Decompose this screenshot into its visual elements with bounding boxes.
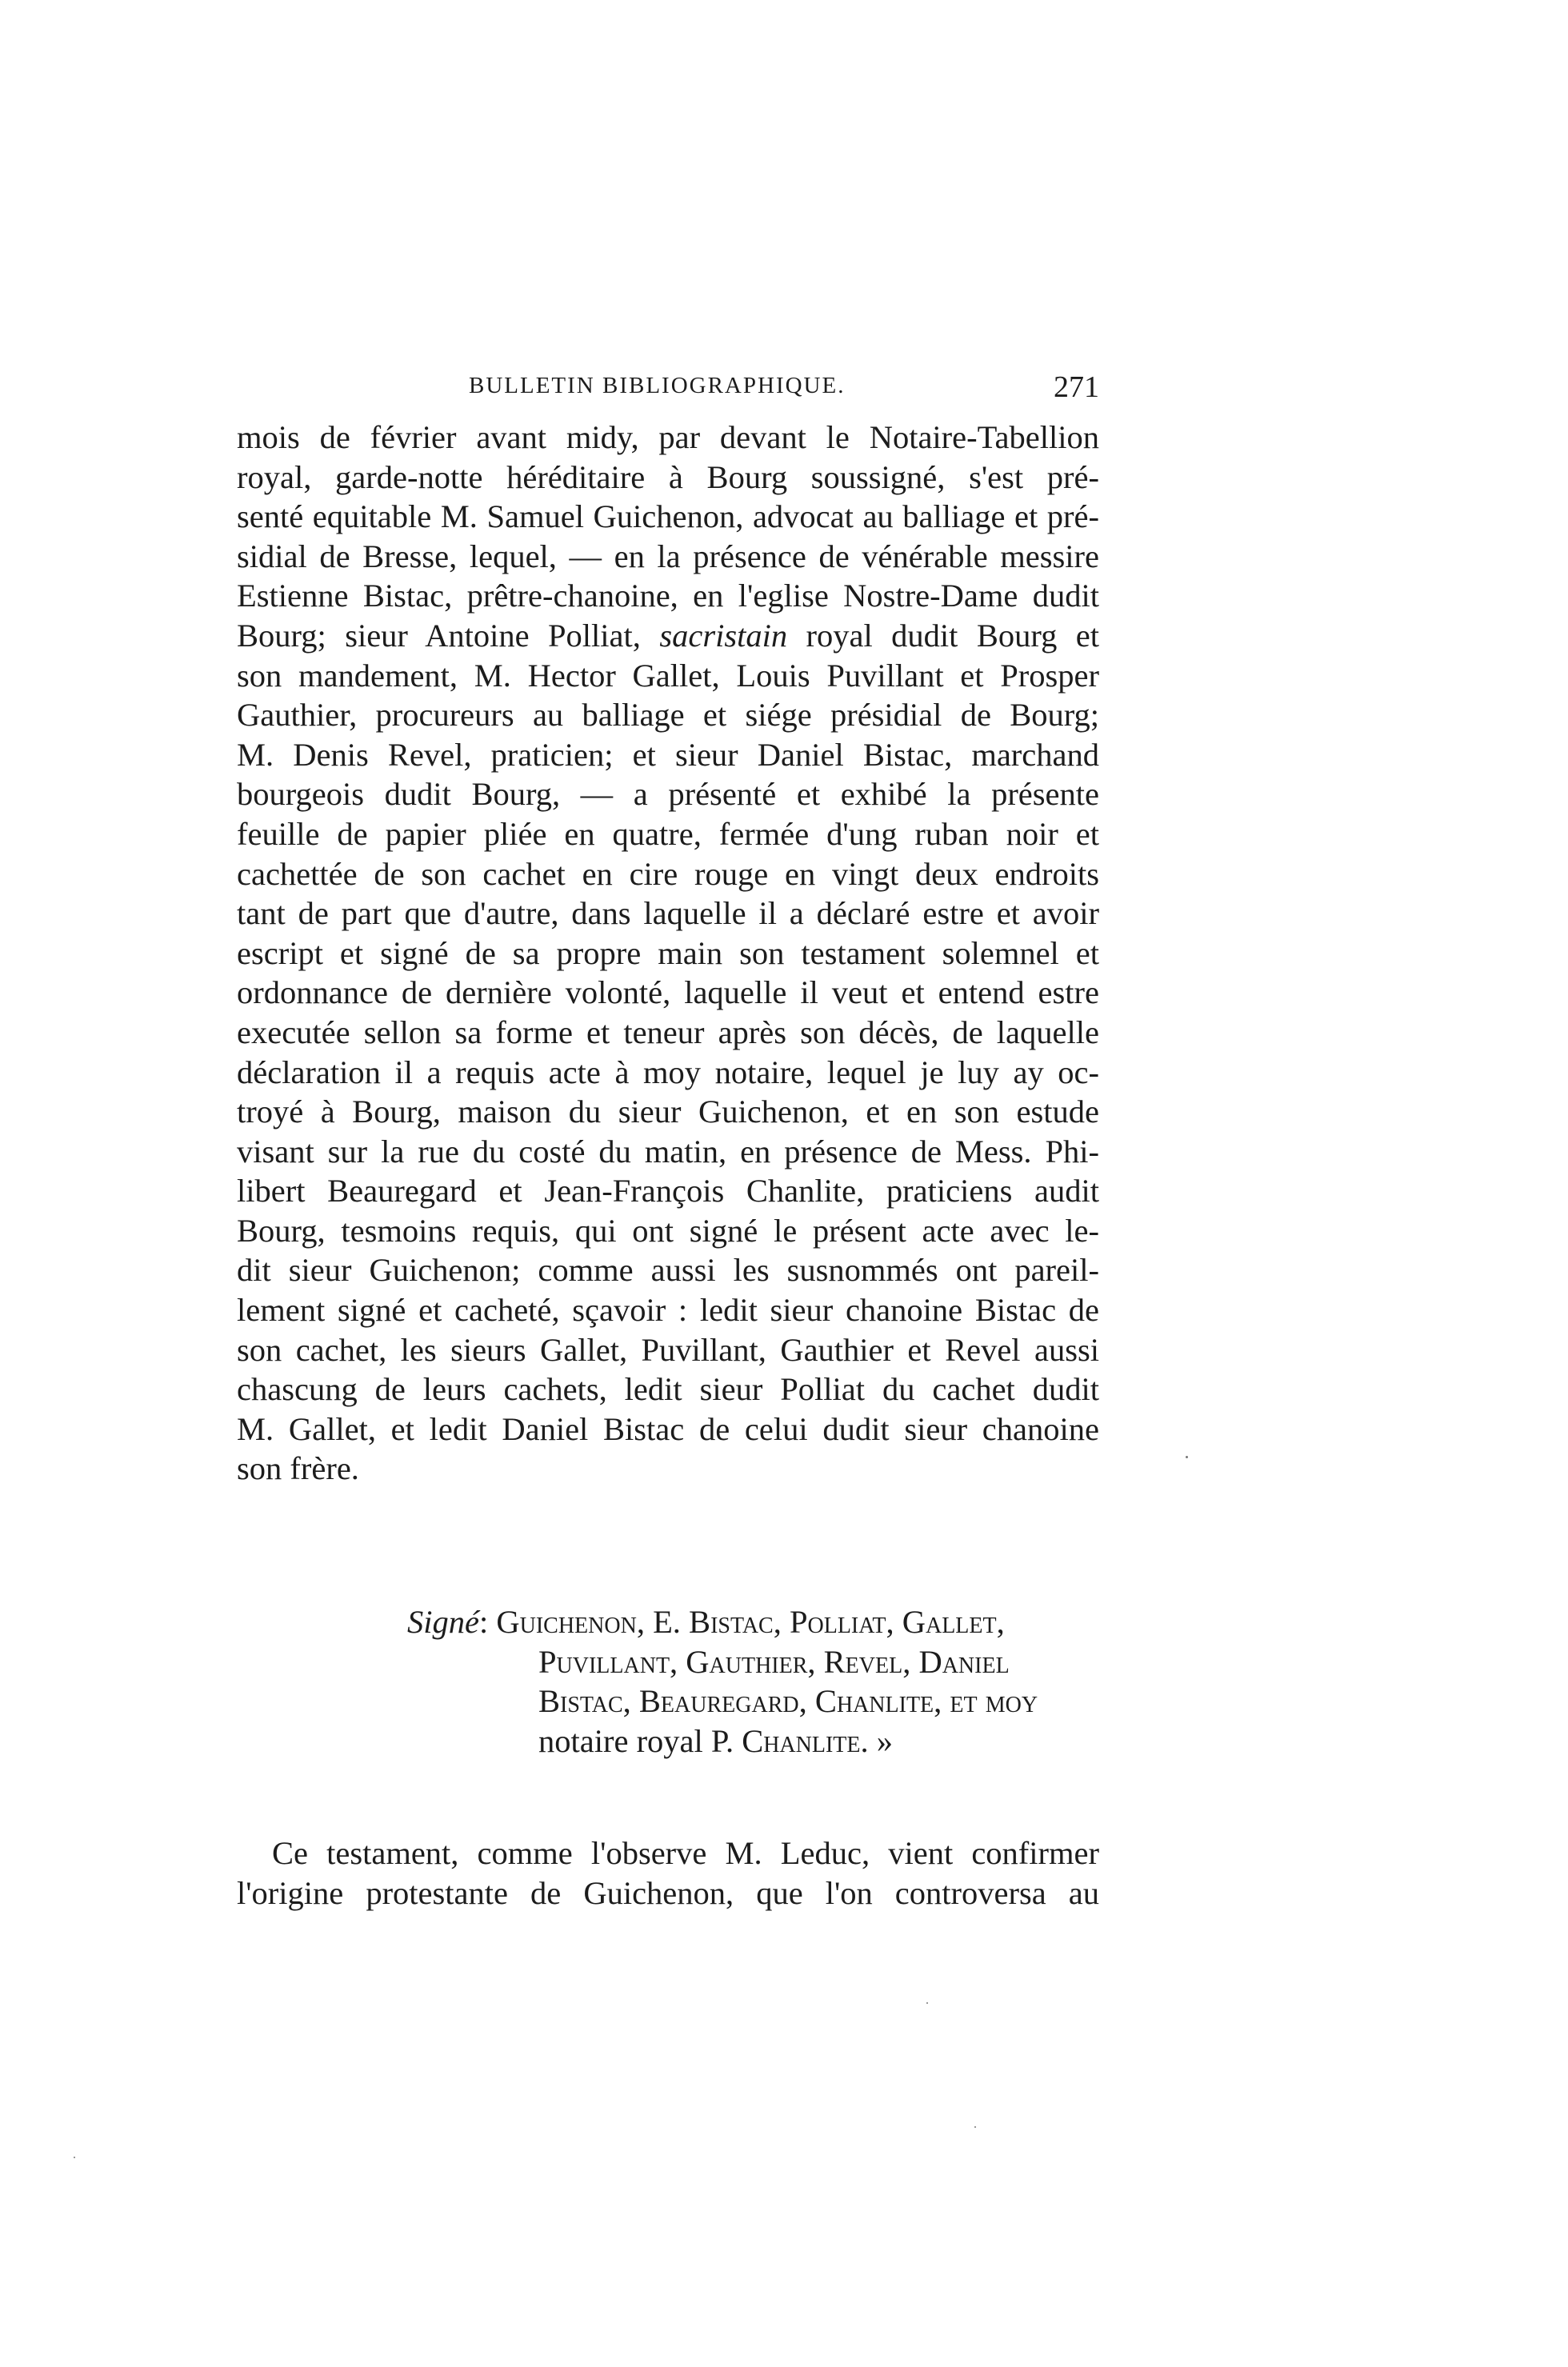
closing-paragraph <box>237 1833 1099 1913</box>
paper-speck <box>1186 1456 1188 1458</box>
signatory-name: Chanlite. <box>742 1722 869 1759</box>
signature-block <box>407 1602 1111 1761</box>
text-line: troyé à Bourg, maison du sieur Guichenon, et en son estude <box>237 1094 1099 1130</box>
italic-word: sacristain <box>659 617 788 654</box>
text-line: bourgeois dudit Bourg, — a présenté et exhibé la présente <box>237 776 1099 813</box>
text-line: visant sur la rue du costé du matin, en présence de Mess. Phi- <box>237 1133 1099 1170</box>
paper-speck <box>974 2126 976 2128</box>
text-line: Ce testament, comme l'observe M. Leduc, vient confirmer <box>272 1835 1099 1871</box>
text-line: chascung de leurs cachets, ledit sieur Polliat du cachet dudit <box>237 1371 1099 1408</box>
signe-label: Signé <box>407 1604 479 1640</box>
text-line: déclaration il a requis acte à moy notaire, lequel je luy ay oc- <box>237 1054 1099 1090</box>
text-line: tant de part que d'autre, dans laquelle il a déclaré estre et avoir <box>237 895 1099 932</box>
text-fragment: royal dudit Bourg et <box>787 617 1100 654</box>
page-number: 271 <box>1054 370 1099 404</box>
text-fragment: » <box>868 1722 894 1759</box>
text-line: feuille de papier pliée en quatre, fermée d'ung ruban noir et <box>237 815 1099 852</box>
running-title: BULLETIN BIBLIOGRAPHIQUE. <box>469 373 846 398</box>
text-line: Estienne Bistac, prêtre-chanoine, en l'eglise Nostre-Dame dudit <box>237 578 1099 614</box>
text-line: son mandement, M. Hector Gallet, Louis Puvillant et Prosper <box>237 657 1099 694</box>
text-line: dit sieur Guichenon; comme aussi les susnommés ont pareil- <box>237 1252 1099 1289</box>
text-line-with-italic <box>237 616 1099 656</box>
text-fragment: notaire royal P. <box>538 1722 742 1759</box>
running-head <box>237 370 1099 413</box>
signatories: : Guichenon, E. Bistac, Polliat, Gallet, <box>478 1604 1005 1640</box>
text-line: escript et signé de sa propre main son testament solemnel et <box>237 934 1099 971</box>
text-line: son cachet, les sieurs Gallet, Puvillant, Gauthier et Revel aussi <box>237 1331 1099 1368</box>
text-line: M. Denis Revel, praticien; et sieur Daniel Bistac, marchand <box>237 736 1099 773</box>
text-line: senté equitable M. Samuel Guichenon, advocat au balliage et pré- <box>237 498 1099 535</box>
signature-line: Puvillant, Gauthier, Revel, Daniel <box>538 1643 1010 1680</box>
text-line: ordonnance de dernière volonté, laquelle il veut et entend estre <box>237 974 1099 1011</box>
text-line: lement signé et cacheté, sçavoir : ledit sieur chanoine Bistac de <box>237 1292 1099 1329</box>
text-line: M. Gallet, et ledit Daniel Bistac de celui dudit sieur chanoine <box>237 1410 1099 1447</box>
signature-line: Bistac, Beauregard, Chanlite, et moy <box>538 1683 1038 1720</box>
text-line: son frère. <box>237 1450 359 1487</box>
text-line: libert Beauregard et Jean-François Chanlite, praticiens audit <box>237 1173 1099 1209</box>
signature-line <box>407 1602 1111 1642</box>
text-line: sidial de Bresse, lequel, — en la présence de vénérable messire <box>237 538 1099 574</box>
body-paragraph <box>237 418 1099 1489</box>
text-line: royal, garde-notte héréditaire à Bourg soussigné, s'est pré- <box>237 458 1099 495</box>
signature-line <box>407 1721 1111 1761</box>
text-line: cachettée de son cachet en cire rouge en vingt deux endroits <box>237 855 1099 892</box>
text-line: Bourg, tesmoins requis, qui ont signé le présent acte avec le- <box>237 1212 1099 1249</box>
text-fragment: Bourg; sieur Antoine Polliat, <box>237 617 660 654</box>
text-line: l'origine protestante de Guichenon, que l'on controversa au <box>237 1874 1099 1911</box>
paper-speck <box>74 2157 75 2158</box>
text-line: executée sellon sa forme et teneur après son décès, de laquelle <box>237 1014 1099 1050</box>
text-line: mois de février avant midy, par devant le Notaire-Tabellion <box>237 419 1099 455</box>
paper-speck <box>926 2002 928 2004</box>
text-line: Gauthier, procureurs au balliage et siége présidial de Bourg; <box>237 697 1099 734</box>
